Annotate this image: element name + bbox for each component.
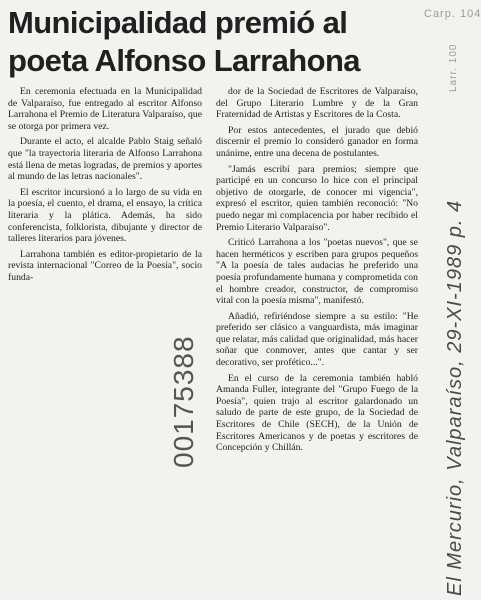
source-date-handwritten: El Mercurio, Valparaíso, 29-XI-1989 p. 4	[444, 199, 466, 596]
headline: Municipalidad premió al poeta Alfonso Larrahona	[8, 5, 360, 78]
article-column-left	[8, 86, 202, 284]
paragraph: El escritor incursionó a lo largo de su vida en la poesía, el cuento, el drama, el ensayo, la crítica literaria y la plática. Además, ha sido conferencista, folklorista, dibujante y director de talleres literarios para jóvenes.	[8, 186, 202, 245]
side-handwritten-mark: Larr. 100	[448, 43, 459, 92]
paragraph: En ceremonia efectuada en la Municipalidad de Valparaíso, fue entregado al escritor Alfonso Larrahona el Premio de Literatura Valparaíso, que se otorga por primera vez.	[8, 86, 202, 132]
reference-number-handwritten: 00175388	[168, 335, 199, 468]
paragraph: Criticó Larrahona a los "poetas nuevos", que se hacen herméticos y escriben para grupos pequeños "A la poesía de tales audacias he preferido una poesía profundamente humana y comprometida con el hombre creador, constructor, de compromiso vital con la poesía misma", manifestó.	[216, 237, 418, 307]
paragraph: Durante el acto, el alcalde Pablo Staig señaló que "la trayectoria literaria de Alfonso Larrahona está llena de metas logradas, de premios y aportes al mundo de las letras nacionales".	[8, 136, 202, 183]
paragraph: dor de la Sociedad de Escritores de Valparaíso, del Grupo Literario Lumbre y de la Gran Fraternidad de Artistas y Escritores de la Costa.	[216, 86, 418, 121]
paragraph: "Jamás escribí para premios; siempre que participé en un concurso lo hice con el principal objetivo de otorgarle, de conocer mi vigencia", expresó el escritor, quien también reconoció: "No puedo negar mi complacencia por haber recibido el Premio Literario Valparaíso".	[216, 163, 418, 233]
paragraph: En el curso de la ceremonia también habló Amanda Fuller, integrante del "Grupo Fuego de la Poesía", quien trajo al escritor galardonado un saludo de parte de este grupo, de la Sociedad de Escritores de Chile (SECH), de la Unión de Escritores Americanos y de poetas y escritores de Concepción y Chillán.	[216, 372, 418, 454]
paragraph: Añadió, refiriéndose siempre a su estilo: "He preferido ser clásico a vanguardista, más imaginar que relatar, más calidad que originalidad, más hacer soñar que conmover, antes que cantar y ser decorativo, ser profético...".	[216, 310, 418, 369]
corner-handwritten-mark: Carp. 104	[424, 8, 481, 20]
paragraph: Larrahona también es editor-propietario de la revista internacional "Correo de la Poesía", socio funda-	[8, 248, 202, 283]
paragraph: Por estos antecedentes, el jurado que debió discernir el premio lo consideró ganador en forma unánime, entre una decena de postulantes.	[216, 124, 418, 159]
article-column-right	[216, 86, 418, 454]
